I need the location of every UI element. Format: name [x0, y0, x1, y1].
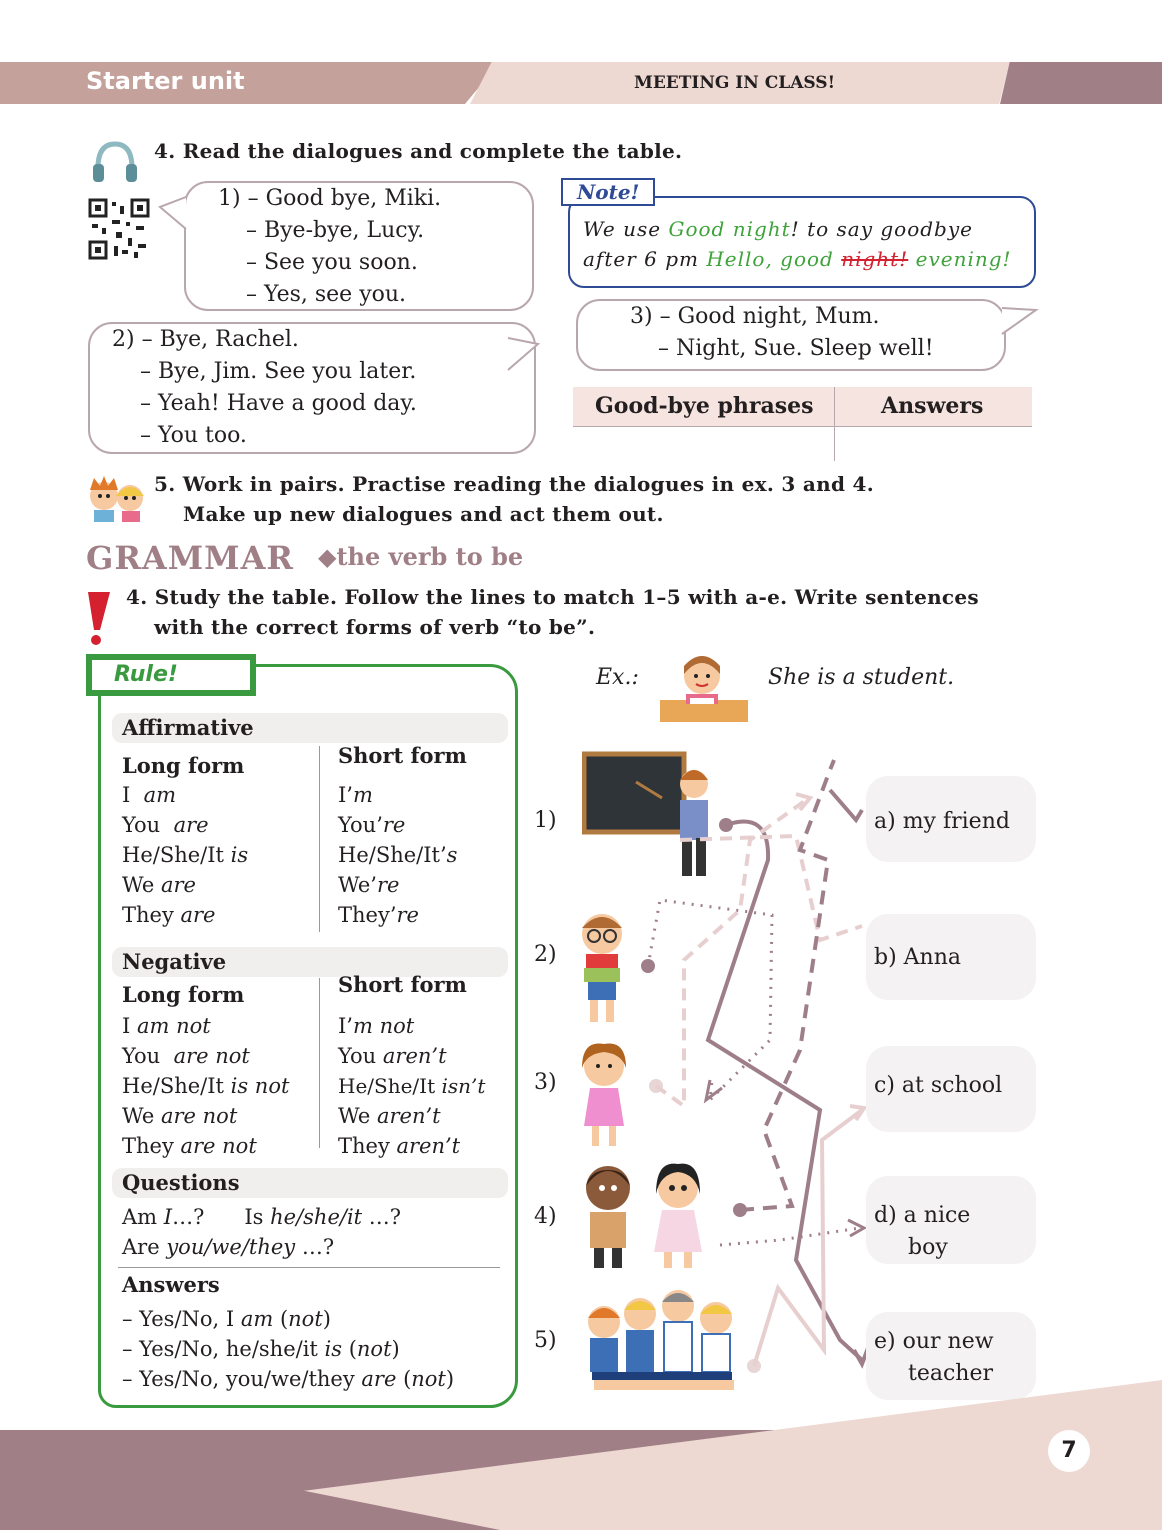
- dialogue-1-line: – Yes, see you.: [218, 282, 407, 307]
- example-sentence: She is a student.: [768, 665, 955, 690]
- table-col-phrases: Good-bye phrases: [595, 393, 814, 419]
- option-e-label-2: teacher: [908, 1361, 994, 1386]
- short-form-label: Short form: [338, 972, 467, 997]
- affirmative-long-row: He/She/It is: [122, 843, 249, 867]
- question-row-1: Am I…? Is he/she/it …?: [122, 1205, 402, 1229]
- rule-tag: [86, 654, 256, 696]
- affirmative-long-row: We are: [122, 873, 196, 897]
- footer-decoration: [0, 1380, 1162, 1530]
- match-number-4: 4): [534, 1204, 557, 1229]
- match-number-2: 2): [534, 942, 557, 967]
- bubble-tail: [158, 195, 188, 235]
- match-number-5: 5): [534, 1328, 557, 1353]
- note-line-2: after 6 pm Hello, good night! evening!: [583, 247, 1012, 271]
- long-form-label: Long form: [122, 753, 245, 778]
- dialogue-1-line: 1) – Good bye, Miki.: [218, 186, 442, 211]
- long-form-label: Long form: [122, 982, 245, 1007]
- pair-children-icon: [84, 474, 150, 524]
- affirmative-short-row: He/She/It’s: [338, 843, 458, 867]
- exercise-5-line-2: Make up new dialogues and act them out.: [183, 502, 664, 526]
- negative-short-row: You aren’t: [338, 1044, 447, 1068]
- exercise-5-line-1: 5. Work in pairs. Practise reading the dialogues in ex. 3 and 4.: [154, 472, 875, 496]
- affirmative-long-row: They are: [122, 903, 216, 927]
- column-divider: [319, 978, 320, 1148]
- short-form-label: Short form: [338, 743, 467, 768]
- answers-heading: Answers: [122, 1272, 220, 1297]
- answer-row: – Yes/No, he/she/it is (not): [122, 1337, 400, 1361]
- negative-short-row: He/She/It isn’t: [338, 1074, 486, 1098]
- affirmative-heading: Affirmative: [112, 713, 508, 743]
- student-illustration: [656, 646, 752, 724]
- example-label: Ex.:: [596, 665, 639, 690]
- dialogue-2-line: – You too.: [112, 423, 247, 448]
- column-divider: [319, 746, 320, 932]
- negative-short-row: They aren’t: [338, 1134, 461, 1158]
- option-d-label-2: boy: [908, 1235, 948, 1260]
- table-col-answers: Answers: [881, 393, 984, 419]
- negative-long-row: I am not: [122, 1014, 211, 1038]
- matching-lines: [600, 740, 880, 1390]
- option-d-label: d) a nice: [874, 1203, 971, 1228]
- note-tag: Note!: [561, 178, 655, 206]
- grammar-instruction-2: with the correct forms of verb “to be”.: [154, 615, 596, 639]
- answer-row: – Yes/No, you/we/they are (not): [122, 1367, 455, 1391]
- option-b: [866, 914, 1036, 1000]
- affirmative-long-row: I am: [122, 783, 177, 807]
- unit-title: Starter unit: [86, 67, 245, 95]
- headphones-icon: [90, 138, 140, 186]
- option-e-label: e) our new: [874, 1329, 994, 1354]
- dialogue-2-line: – Bye, Jim. See you later.: [112, 359, 417, 384]
- grammar-heading: GRAMMAR: [86, 539, 295, 577]
- grammar-topic: ◆the verb to be: [318, 542, 524, 571]
- affirmative-short-row: You’re: [338, 813, 406, 837]
- option-a: [866, 776, 1036, 862]
- option-d: [866, 1176, 1036, 1264]
- negative-short-row: We aren’t: [338, 1104, 441, 1128]
- dialogue-3-bubble: [576, 299, 1006, 371]
- negative-short-row: I’m not: [338, 1014, 415, 1038]
- affirmative-short-row: They’re: [338, 903, 419, 927]
- option-c-label: c) at school: [874, 1073, 1003, 1098]
- page-number: 7: [1048, 1430, 1090, 1472]
- dialogue-3-line: – Night, Sue. Sleep well!: [630, 336, 934, 361]
- match-number-1: 1): [534, 808, 557, 833]
- lesson-title: MEETING IN CLASS!: [634, 73, 836, 93]
- dialogue-1-bubble: [184, 181, 534, 311]
- bubble-tail: [1000, 304, 1040, 340]
- goodbye-table-header: [573, 387, 1032, 427]
- exclamation-icon: [80, 588, 116, 646]
- dialogue-2-bubble: [88, 322, 536, 454]
- table-rule: [573, 426, 1032, 427]
- table-divider: [834, 387, 835, 461]
- dialogue-2-line: – Yeah! Have a good day.: [112, 391, 417, 416]
- qr-code-icon[interactable]: [88, 198, 150, 260]
- affirmative-short-row: We’re: [338, 873, 400, 897]
- dialogue-1-line: – See you soon.: [218, 250, 418, 275]
- exercise-4-instruction: 4. Read the dialogues and complete the table.: [154, 139, 683, 163]
- match-number-3: 3): [534, 1070, 557, 1095]
- questions-heading: Questions: [112, 1168, 508, 1198]
- header-band-right: [1000, 62, 1162, 104]
- answer-row: – Yes/No, I am (not): [122, 1307, 331, 1331]
- grammar-instruction-1: 4. Study the table. Follow the lines to match 1–5 with a-e. Write sentences: [126, 585, 979, 609]
- dialogue-2-line: 2) – Bye, Rachel.: [112, 327, 299, 352]
- option-a-label: a) my friend: [874, 809, 1010, 834]
- negative-heading: Negative: [112, 947, 508, 977]
- negative-long-row: We are not: [122, 1104, 238, 1128]
- affirmative-long-row: You are: [122, 813, 209, 837]
- question-row-2: Are you/we/they …?: [122, 1235, 335, 1259]
- option-b-label: b) Anna: [874, 945, 962, 970]
- dialogue-3-line: 3) – Good night, Mum.: [630, 304, 880, 329]
- bubble-tail: [506, 336, 542, 376]
- negative-long-row: They are not: [122, 1134, 257, 1158]
- dialogue-1-line: – Bye-bye, Lucy.: [218, 218, 425, 243]
- negative-long-row: He/She/It is not: [122, 1074, 290, 1098]
- note-line-1: We use Good night! to say goodbye: [583, 217, 973, 241]
- negative-long-row: You are not: [122, 1044, 250, 1068]
- divider: [118, 1267, 500, 1268]
- option-c: [866, 1046, 1036, 1132]
- header-band-left: [0, 62, 500, 104]
- affirmative-short-row: I’m: [338, 783, 373, 807]
- rule-tag-label: Rule!: [92, 660, 250, 690]
